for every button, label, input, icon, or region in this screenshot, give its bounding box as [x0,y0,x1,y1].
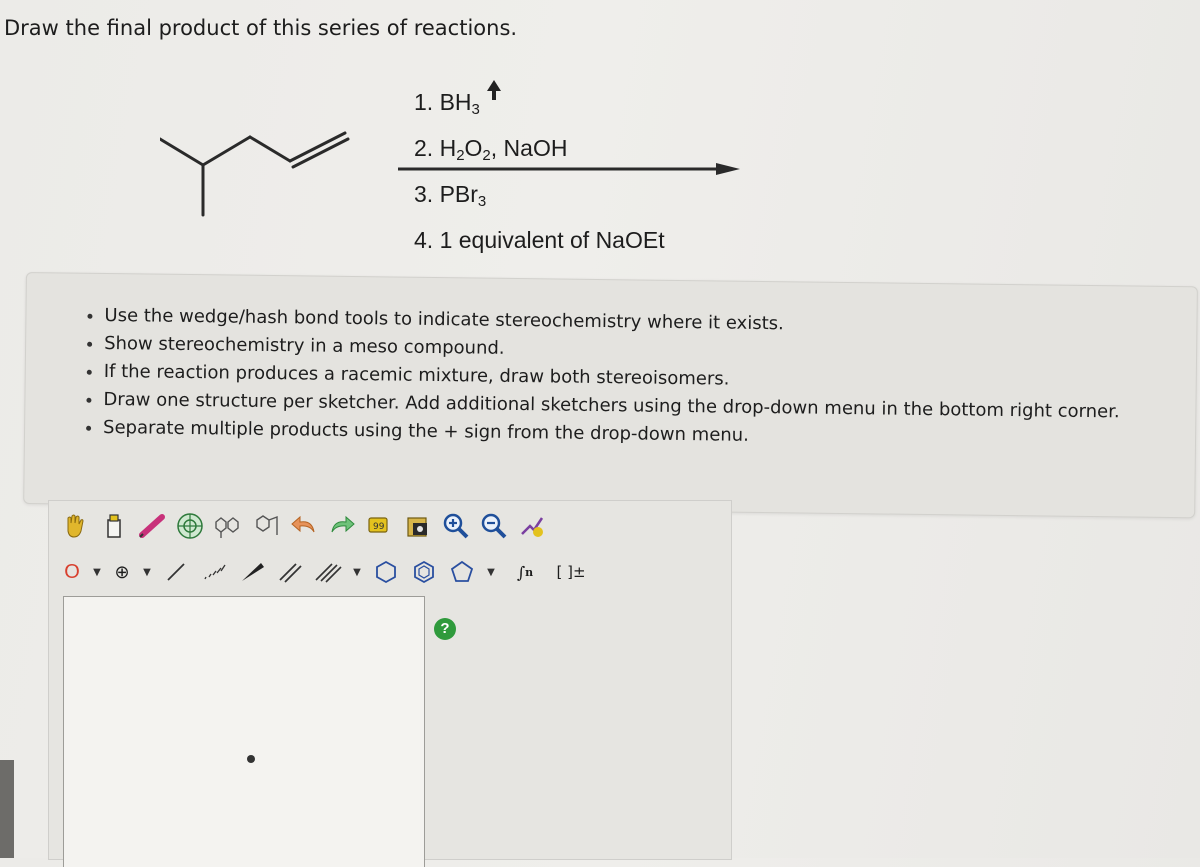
instructions-panel [23,272,1198,518]
instructions-list [25,273,1197,455]
question-text: Draw the final product of this series of reactions. [4,16,518,40]
chain-template-icon[interactable] [213,511,243,541]
instruction-item: • Use the wedge/hash bond tools to indicate stereochemistry where it exists. [104,302,1196,343]
left-edge-bar [0,760,14,858]
reaction-arrow [398,163,743,177]
hand-tool-icon[interactable] [61,511,91,541]
chevron-down-icon[interactable]: ▼ [93,566,101,578]
zoom-in-icon[interactable] [441,511,471,541]
single-bond-icon[interactable] [161,557,191,587]
reagent-list [414,86,665,270]
double-bond-icon[interactable] [275,557,305,587]
paste-icon[interactable] [403,511,433,541]
add-charge-tool[interactable]: ⊕ [114,561,130,583]
zoom-out-icon[interactable] [479,511,509,541]
triple-bond-icon[interactable] [313,557,343,587]
clean-structure-icon[interactable] [517,511,547,541]
eraser-icon[interactable] [99,511,129,541]
integral-icon: ∫ [516,562,526,582]
starting-alkene-structure [160,125,360,220]
drawing-canvas[interactable] [63,596,425,867]
wedge-bond-icon[interactable] [237,557,267,587]
atom-charge-tool[interactable]: O [64,560,80,583]
repeat-unit-tool[interactable]: ∫ n [516,562,534,582]
sketcher-toolbar-top [61,511,547,541]
chevron-down-icon[interactable]: ▼ [353,566,361,578]
cyclopentane-ring-icon[interactable] [447,557,477,587]
pencil-icon[interactable] [137,511,167,541]
chevron-down-icon[interactable]: ▼ [487,566,495,578]
reagent-step-3: 3. PBr$_3$ [414,181,487,210]
chevron-down-icon[interactable]: ▼ [143,566,151,578]
stray-dot [247,755,255,763]
undo-icon[interactable] [289,511,319,541]
reagent-step-1: 1. $BH_3$ [414,89,480,118]
mouse-cursor-icon [487,80,501,100]
copy-icon[interactable] [365,511,395,541]
benzene-ring-icon[interactable] [409,557,439,587]
instruction-item: • Draw one structure per sketcher. Add additional sketchers using the drop-down menu in the bottom right corner. [103,386,1195,427]
instruction-item: • If the reaction produces a racemic mixture, draw both stereoisomers. [104,358,1196,399]
hash-bond-icon[interactable] [199,557,229,587]
cyclopropane-ring-icon[interactable] [371,557,401,587]
molecule-sketcher [48,500,732,860]
svg-text:99: 99 [373,522,385,532]
ring-template-icon[interactable] [175,511,205,541]
bracket-tool[interactable]: [ ]± [556,563,586,581]
bicyclic-template-icon[interactable] [251,511,281,541]
instruction-item: • Separate multiple products using the + sign from the drop-down menu. [103,414,1195,455]
instruction-item: • Show stereochemistry in a meso compound. [104,330,1196,371]
redo-icon[interactable] [327,511,357,541]
reagent-step-2: 2. $H_2O_2$, NaOH [414,135,568,164]
help-button[interactable]: ? [434,618,456,640]
sketcher-toolbar-bottom [61,557,589,587]
reagent-step-4: 4. 1 equivalent of NaOEt [414,227,665,253]
